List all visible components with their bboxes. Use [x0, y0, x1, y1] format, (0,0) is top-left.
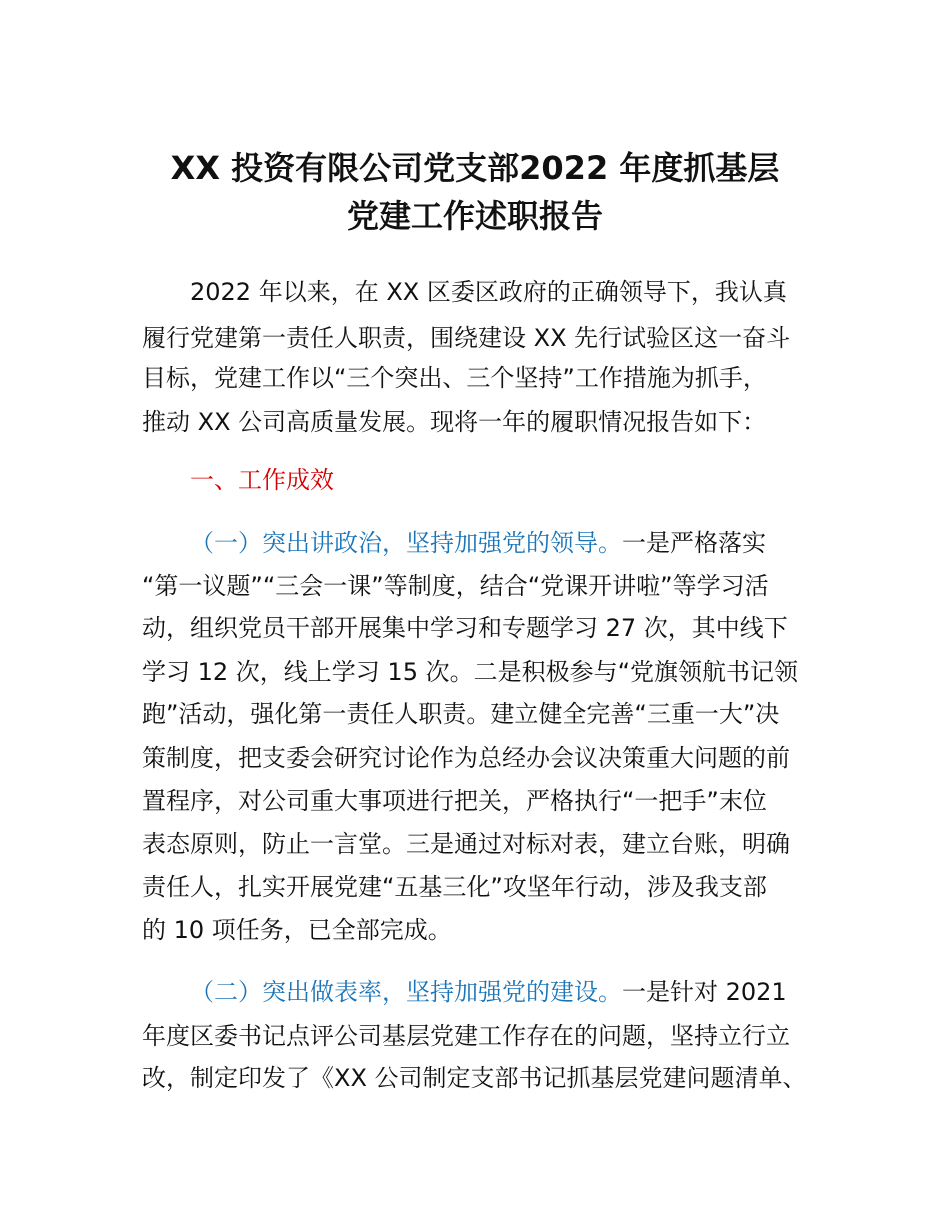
sub2-line: 改，制定印发了《XX 公司制定支部书记抓基层党建问题清单、 — [142, 1064, 807, 1092]
title-suffix: 年度抓基层 — [619, 149, 780, 187]
intro-line: 2022 年以来，在 XX 区委区政府的正确领导下，我认真 — [190, 278, 787, 306]
title-year: 2022 — [519, 149, 609, 187]
sub1-line: 的 10 项任务，已全部完成。 — [142, 916, 452, 944]
sub1-line: “第一议题”“三会一课”等制度，结合“党课开讲啦”等学习活 — [142, 572, 769, 600]
intro-line: 履行党建第一责任人职责，围绕建设 XX 先行试验区这一奋斗 — [142, 324, 791, 352]
sub1-line: 策制度，把支委会研究讨论作为总经办会议决策重大问题的前 — [142, 744, 790, 772]
sub1-first-line — [190, 523, 766, 563]
title-xx: XX — [170, 149, 220, 187]
section-heading: 一、工作成效 — [190, 466, 334, 494]
sub2-heading: （二）突出做表率，坚持加强党的建设。 — [190, 978, 622, 1006]
sub1-line: 责任人，扎实开展党建“五基三化”攻坚年行动，涉及我支部 — [142, 873, 767, 901]
document-title-line2: 党建工作述职报告 — [346, 197, 603, 235]
sub1-line: 跑”活动，强化第一责任人职责。建立健全完善“三重一大”决 — [142, 700, 780, 728]
sub1-line: 动，组织党员干部开展集中学习和专题学习 27 次，其中线下 — [142, 614, 788, 642]
intro-line: 推动 XX 公司高质量发展。现将一年的履职情况报告如下： — [142, 408, 767, 436]
sub2-first-line — [190, 972, 787, 1012]
intro-line: 目标，党建工作以“三个突出、三个坚持”工作措施为抓手， — [142, 364, 767, 392]
sub1-line: 表态原则，防止一言堂。三是通过对标对表，建立台账，明确 — [142, 830, 790, 858]
sub1-line: 学习 12 次，线上学习 15 次。二是积极参与“党旗领航书记领 — [142, 658, 799, 686]
sub1-first-line-rest: 一是严格落实 — [622, 529, 766, 557]
sub1-heading: （一）突出讲政治，坚持加强党的领导。 — [190, 529, 622, 557]
sub2-first-line-rest: 一是针对 2021 — [622, 978, 787, 1006]
sub2-line: 年度区委书记点评公司基层党建工作存在的问题，坚持立行立 — [142, 1022, 790, 1050]
title-company: 投资有限公司党支部 — [231, 149, 520, 187]
document-title-line1 — [100, 144, 850, 192]
sub1-line: 置程序，对公司重大事项进行把关，严格执行“一把手”末位 — [142, 787, 767, 815]
